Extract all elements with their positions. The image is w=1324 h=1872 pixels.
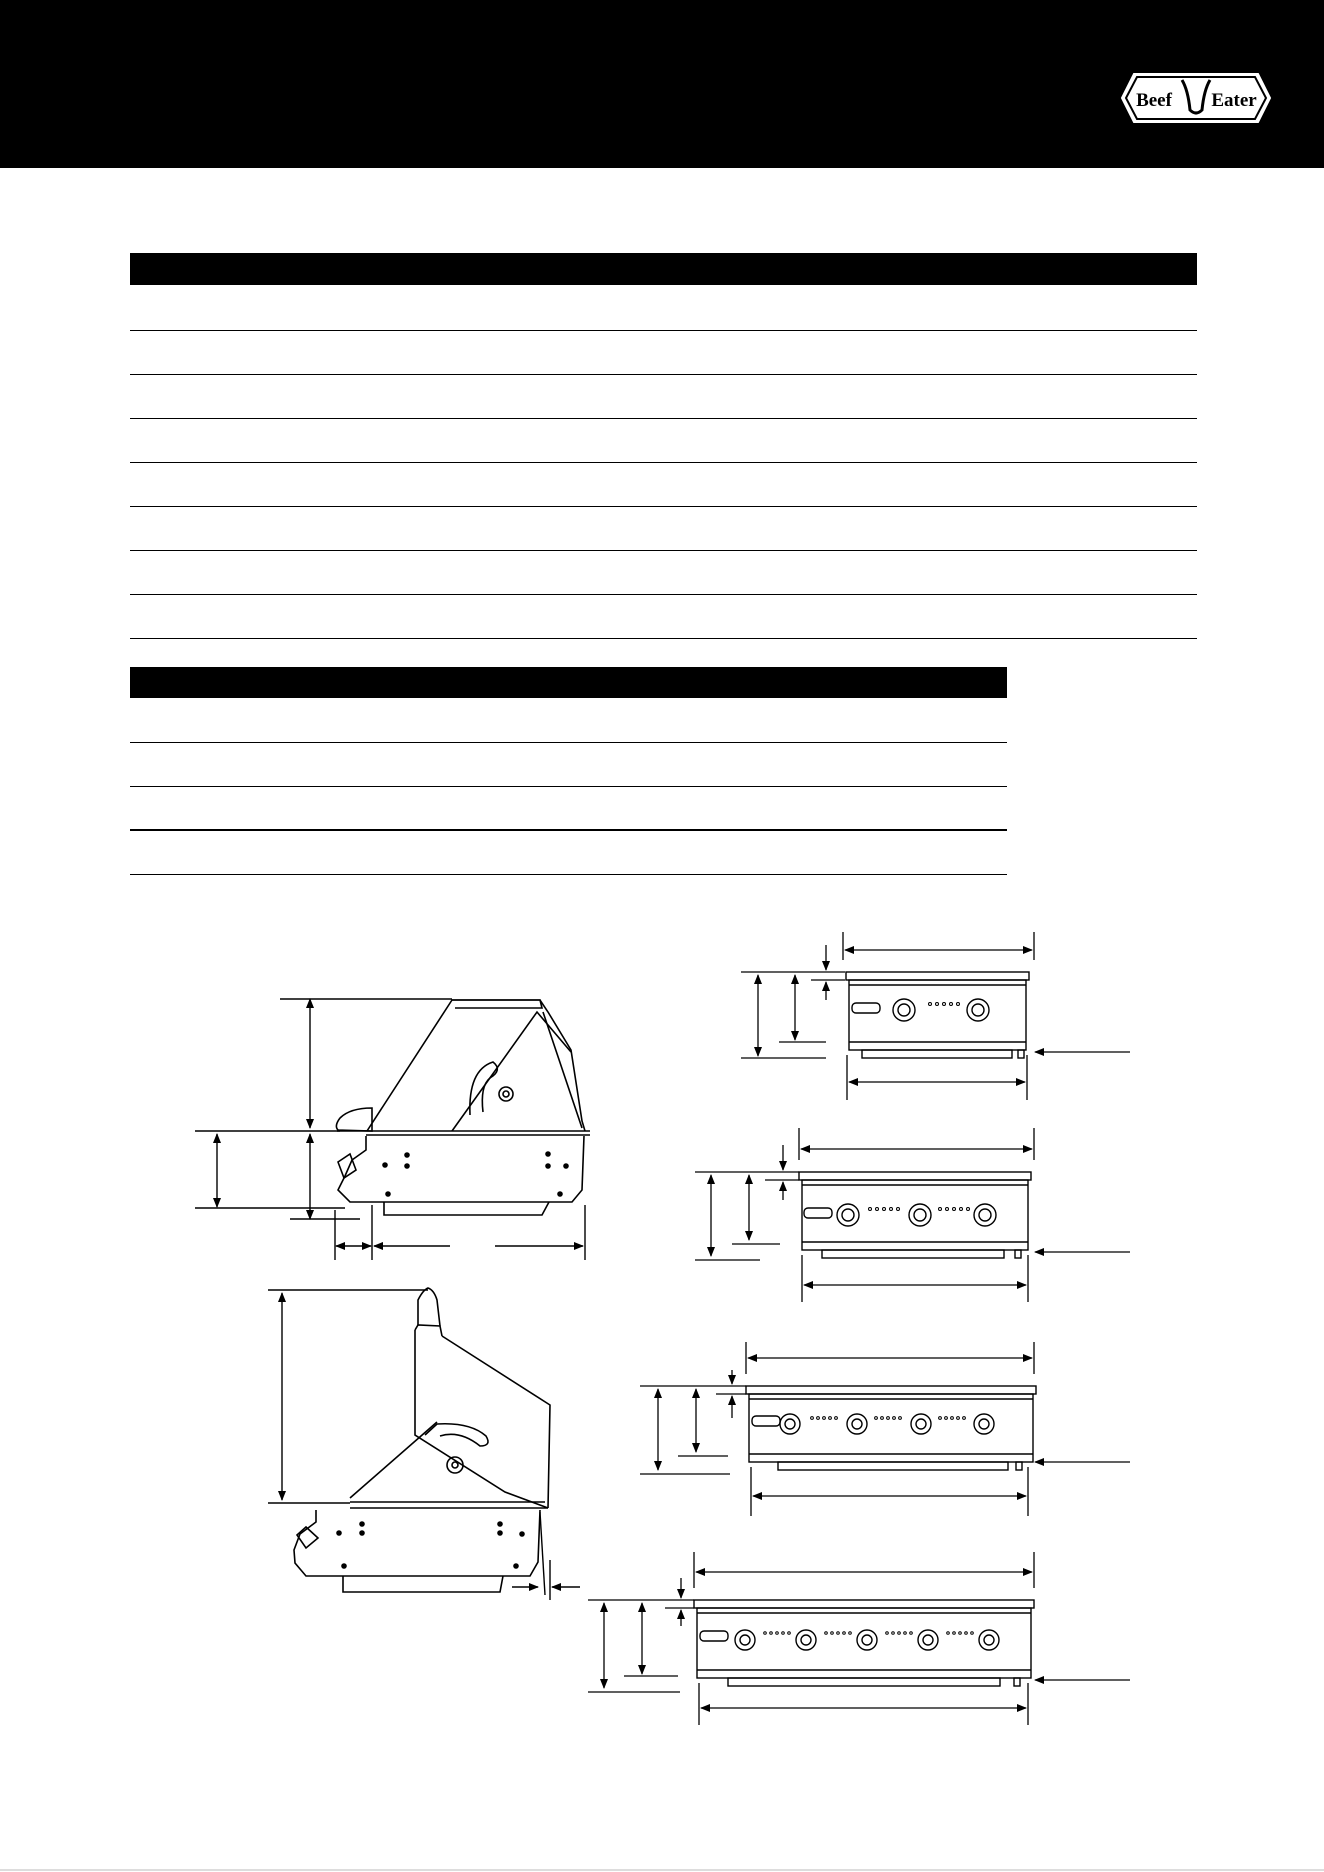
beefeater-logo (1112, 66, 1280, 130)
front-view-two-burner-dimensions (741, 932, 1130, 1100)
front-view-five-burner (694, 1600, 1034, 1686)
table1-row-divider (130, 374, 1197, 375)
logo-text-left: Beef (1136, 90, 1172, 111)
front-view-four-burner-dimensions (640, 1342, 1130, 1516)
dimension-diagrams (0, 900, 1324, 1872)
front-view-four-burner (746, 1386, 1036, 1470)
table1-row-divider (130, 462, 1197, 463)
table2-row-divider (130, 874, 1007, 875)
table1-row-divider (130, 550, 1197, 551)
table1-header-bar (130, 253, 1197, 285)
front-view-two-burner (846, 972, 1029, 1058)
table2-row-divider (130, 786, 1007, 787)
side-view-closed-hood (336, 1000, 590, 1215)
table1-row-divider (130, 418, 1197, 419)
table1-row-divider (130, 506, 1197, 507)
side-view-open-hood (294, 1288, 550, 1592)
logo-text-right: Eater (1211, 90, 1257, 111)
front-view-three-burner-dimensions (695, 1128, 1130, 1302)
side-view-open-dimensions (268, 1290, 580, 1600)
table2-row-divider (130, 829, 1007, 831)
table1-row-divider (130, 638, 1197, 639)
front-view-five-burner-dimensions (588, 1552, 1130, 1725)
side-view-closed-dimensions (195, 999, 585, 1260)
table1-row-divider (130, 330, 1197, 331)
table2-header-bar (130, 667, 1007, 698)
front-view-three-burner (799, 1172, 1031, 1258)
table1-row-divider (130, 594, 1197, 595)
table2-row-divider (130, 742, 1007, 743)
